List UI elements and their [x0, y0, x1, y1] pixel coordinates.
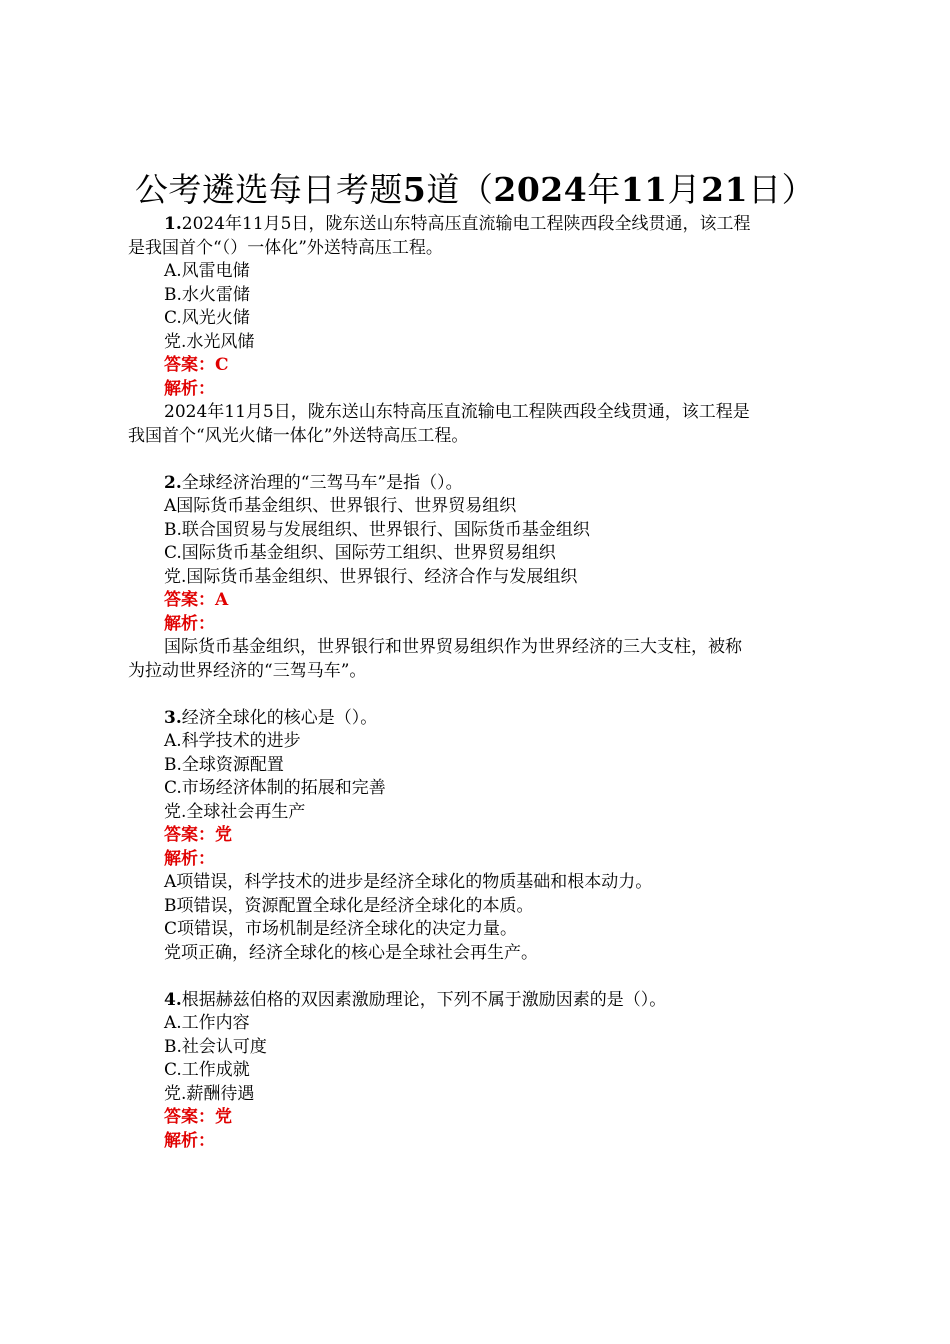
option-c: C.市场经济体制的拓展和完善 [164, 778, 386, 798]
analysis-text: C项错误，市场机制是经济全球化的决定力量。 [164, 919, 518, 939]
question-number: 2. [164, 472, 182, 493]
answer: 答案：党 [164, 825, 232, 845]
analysis-text-continued: 我国首个“风光火储一体化”外送特高压工程。 [128, 425, 469, 446]
option-b: B.全球资源配置 [164, 754, 284, 775]
option-c: C.风光火储 [164, 308, 250, 328]
option-a: A国际货币基金组织、世界银行、世界贸易组织 [164, 496, 517, 516]
page-title [0, 168, 950, 212]
analysis-text: 2024年11月5日，陇东送山东特高压直流输电工程陕西段全线贯通，该工程是 [164, 402, 750, 422]
option-c: C.国际货币基金组织、国际劳工组织、世界贸易组织 [164, 543, 556, 563]
analysis-label: 解析： [164, 613, 215, 634]
question-stem [128, 989, 834, 1013]
analysis-text: A项错误，科学技术的进步是经济全球化的物质基础和根本动力。 [164, 872, 653, 892]
question-list [128, 213, 834, 1153]
title-text-dao: 道（ [426, 170, 494, 209]
title-day: 21 [701, 170, 749, 209]
question-stem-text: 根据赫兹伯格的双因素激励理论，下列不属于激励因素的是（）。 [181, 989, 667, 1010]
answer: 答案：C [164, 355, 229, 375]
analysis-text: B项错误，资源配置全球化是经济全球化的本质。 [164, 895, 534, 916]
question-stem-text: 全球经济治理的“三驾马车”是指（）。 [181, 472, 463, 493]
option-b: B.联合国贸易与发展组织、世界银行、国际货币基金组织 [164, 519, 590, 540]
option-d: 党.水光风储 [164, 331, 255, 352]
answer: 答案：党 [164, 1107, 232, 1127]
title-text: 公考遴选每日考题 [134, 170, 403, 209]
question-4 [128, 989, 834, 1154]
option-a: A.工作内容 [164, 1013, 250, 1033]
title-text-nian: 年 [587, 170, 621, 209]
option-a: A.科学技术的进步 [164, 731, 301, 751]
question-stem [128, 472, 834, 496]
analysis-text: 国际货币基金组织，世界银行和世界贸易组织作为世界经济的三大支柱，被称 [164, 637, 742, 657]
option-b: B.水火雷储 [164, 284, 250, 305]
title-month: 11 [620, 170, 668, 209]
question-number: 3. [164, 707, 182, 728]
analysis-label: 解析： [164, 848, 215, 869]
option-c: C.工作成就 [164, 1060, 250, 1080]
spacer [128, 965, 834, 989]
question-stem [128, 707, 834, 731]
question-number: 1. [164, 214, 182, 234]
option-b: B.社会认可度 [164, 1036, 267, 1057]
option-d: 党.薪酬待遇 [164, 1083, 255, 1104]
analysis-text: 党项正确，经济全球化的核心是全球社会再生产。 [164, 942, 538, 963]
spacer [128, 683, 834, 707]
question-2 [128, 472, 834, 684]
question-3 [128, 707, 834, 966]
question-number: 4. [164, 989, 182, 1010]
option-a: A.风雷电储 [164, 261, 250, 281]
option-d: 党.国际货币基金组织、世界银行、经济合作与发展组织 [164, 566, 578, 587]
title-text-yue: 月 [667, 170, 702, 209]
title-count: 5 [402, 170, 427, 209]
analysis-label: 解析： [164, 378, 215, 399]
title-text-ri: 日） [748, 170, 816, 209]
question-stem-line: 2024年11月5日，陇东送山东特高压直流输电工程陕西段全线贯通，该工程 [181, 214, 751, 234]
question-stem-text: 经济全球化的核心是（）。 [181, 707, 378, 728]
question-1 [128, 213, 834, 448]
analysis-label: 解析： [164, 1130, 215, 1151]
question-stem [128, 213, 834, 237]
title-year: 2024 [493, 170, 588, 209]
answer: 答案：A [164, 590, 229, 610]
analysis-text-continued: 为拉动世界经济的“三驾马车”。 [128, 660, 367, 681]
option-d: 党.全球社会再生产 [164, 801, 306, 822]
question-stem-continued: 是我国首个“（）一体化”外送特高压工程。 [128, 237, 443, 258]
spacer [128, 448, 834, 472]
